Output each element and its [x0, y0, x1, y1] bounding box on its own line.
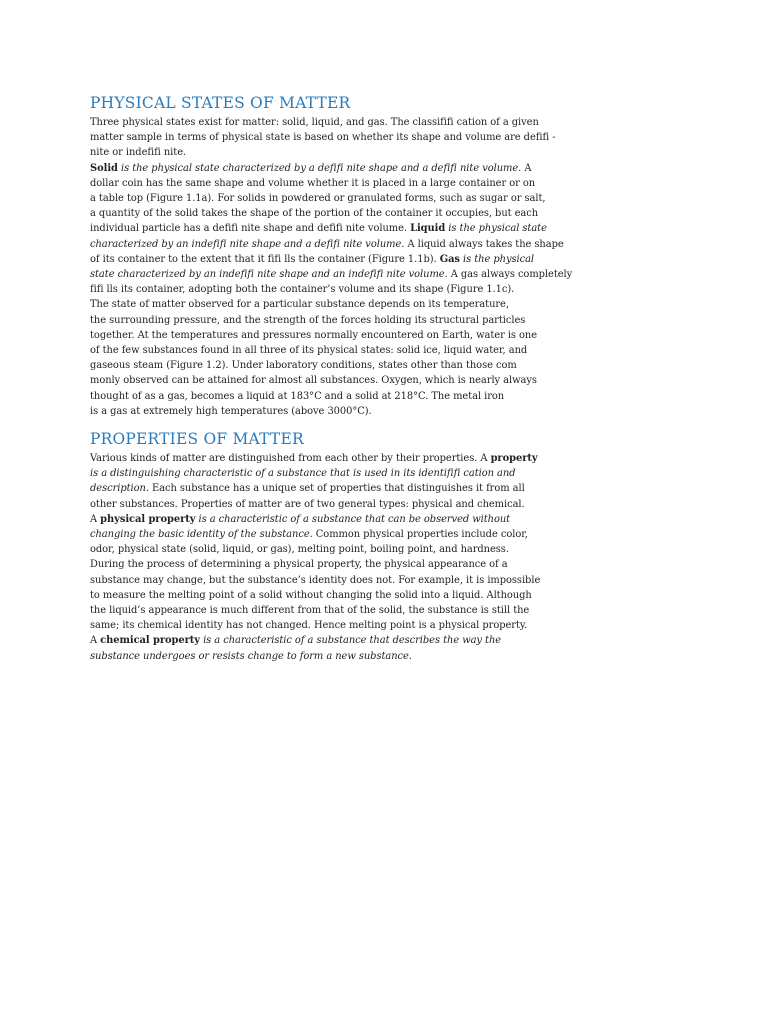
text-run: substance may change, but the substance’s identity does not. For example, it is impossible: [90, 574, 541, 586]
text-line: [90, 451, 610, 466]
text-run: thought of as a gas, becomes a liquid at 183°C and a solid at 218°C. The metal iron: [90, 390, 505, 402]
text-run: A gas always completely: [447, 269, 573, 281]
text-line: [90, 542, 610, 557]
text-line: [90, 373, 610, 388]
text-run: to measure the melting point of a solid without changing the solid into a liquid. Although: [90, 589, 532, 601]
text-run: A liquid always takes the shape: [404, 238, 564, 250]
term-bold: physical property: [100, 513, 196, 525]
section-body: [90, 451, 610, 664]
text-line: [90, 191, 610, 206]
text-run: together. At the temperatures and pressures normally encountered on Earth, water is one: [90, 329, 538, 341]
text-run: monly observed can be attained for almost all substances. Oxygen, which is nearly always: [90, 375, 537, 387]
text-run: of the few substances found in all three of its physical states: solid ice, liquid water, and: [90, 345, 528, 357]
text-run: the liquid’s appearance is much different from that of the solid, the substance is still the: [90, 605, 530, 617]
definition-italic: is a distinguishing characteristic of a substance that is used in its identififi cation and: [90, 468, 516, 480]
text-line: [90, 497, 610, 512]
term-bold: Solid: [90, 162, 118, 174]
text-line: [90, 237, 610, 252]
term-bold: chemical property: [100, 635, 200, 647]
text-run: Common physical properties include color,: [312, 529, 528, 541]
definition-italic: is the physical state characterized by a defifi nite shape and a defifi nite volume.: [117, 162, 522, 174]
text-line: [90, 633, 610, 648]
text-run: During the process of determining a physical property, the physical appearance of a: [90, 559, 508, 571]
text-line: [90, 176, 610, 191]
text-run: the surrounding pressure, and the strength of the forces holding its structural particles: [90, 314, 526, 326]
definition-italic: substance undergoes or resists change to form a new substance.: [90, 650, 412, 662]
definition-italic: is a characteristic of a substance that describes the way the: [199, 635, 502, 647]
text-run: The state of matter observed for a particular substance depends on its temperature,: [90, 299, 509, 311]
text-line: [90, 267, 610, 282]
text-line: [90, 313, 610, 328]
text-line: [90, 481, 610, 496]
text-run: fifi lls its container, adopting both the container’s volume and its shape (Figure 1.1c).: [90, 284, 515, 296]
text-line: [90, 115, 610, 130]
text-run: other substances. Properties of matter are of two general types: physical and chemical.: [90, 498, 525, 510]
text-line: [90, 161, 610, 176]
definition-italic: changing the basic identity of the substance.: [90, 529, 313, 541]
text-line: [90, 389, 610, 404]
text-line: [90, 206, 610, 221]
text-run: A: [90, 513, 101, 525]
text-run: odor, physical state (solid, liquid, or gas), melting point, boiling point, and hardness.: [90, 544, 509, 556]
term-bold: Liquid: [410, 223, 446, 235]
definition-italic: is the physical: [459, 253, 535, 265]
definition-italic: state characterized by an indefifi nite shape and an indefifi nite volume.: [90, 269, 448, 281]
text-line: [90, 358, 610, 373]
text-run: matter sample in terms of physical state is based on whether its shape and volume are defifi -: [90, 132, 556, 144]
section-properties: [90, 430, 610, 664]
text-line: [90, 145, 610, 160]
text-line: [90, 573, 610, 588]
text-run: Three physical states exist for matter: solid, liquid, and gas. The classififi cation of a given: [90, 117, 539, 128]
text-run: A: [521, 162, 532, 174]
text-run: nite or indefifi nite.: [90, 147, 187, 159]
text-run: same; its chemical identity has not changed. Hence melting point is a physical property.: [90, 620, 528, 632]
text-line: [90, 252, 610, 267]
text-line: [90, 588, 610, 603]
text-line: [90, 527, 610, 542]
text-line: [90, 221, 610, 236]
text-line: [90, 404, 610, 419]
section-body: [90, 115, 610, 419]
text-line: [90, 466, 610, 481]
text-line: [90, 328, 610, 343]
text-line: [90, 618, 610, 633]
term-bold: Gas: [439, 253, 460, 265]
text-run: A: [90, 635, 101, 647]
definition-italic: is a characteristic of a substance that can be observed without: [195, 513, 511, 525]
text-run: of its container to the extent that it fifi lls the container (Figure 1.1b).: [90, 253, 440, 265]
term-bold: property: [490, 453, 538, 464]
text-line: [90, 130, 610, 145]
text-run: gaseous steam (Figure 1.2). Under laboratory conditions, states other than those com: [90, 360, 517, 372]
text-line: [90, 512, 610, 527]
definition-italic: characterized by an indefifi nite shape and a defifi nite volume.: [90, 238, 405, 250]
text-run: is a gas at extremely high temperatures (above 3000°C).: [90, 405, 372, 417]
text-line: [90, 603, 610, 618]
text-line: [90, 557, 610, 572]
definition-italic: is the physical state: [445, 223, 547, 235]
section-heading: PROPERTIES OF MATTER: [90, 430, 304, 448]
text-run: Each substance has a unique set of properties that distinguishes it from all: [148, 483, 525, 495]
text-run: a table top (Figure 1.1a). For solids in powdered or granulated forms, such as sugar or salt,: [90, 193, 546, 205]
text-run: Various kinds of matter are distinguished from each other by their properties. A: [90, 453, 491, 464]
text-line: [90, 343, 610, 358]
text-line: [90, 649, 610, 664]
text-line: [90, 297, 610, 312]
section-physical-states: [90, 94, 610, 419]
text-run: a quantity of the solid takes the shape of the portion of the container it occupies, but each: [90, 208, 539, 220]
section-heading: PHYSICAL STATES OF MATTER: [90, 94, 351, 112]
text-run: individual particle has a defifi nite shape and defifi nite volume.: [90, 223, 411, 235]
text-run: dollar coin has the same shape and volume whether it is placed in a large container or on: [90, 177, 536, 189]
text-line: [90, 282, 610, 297]
definition-italic: description.: [90, 483, 149, 495]
